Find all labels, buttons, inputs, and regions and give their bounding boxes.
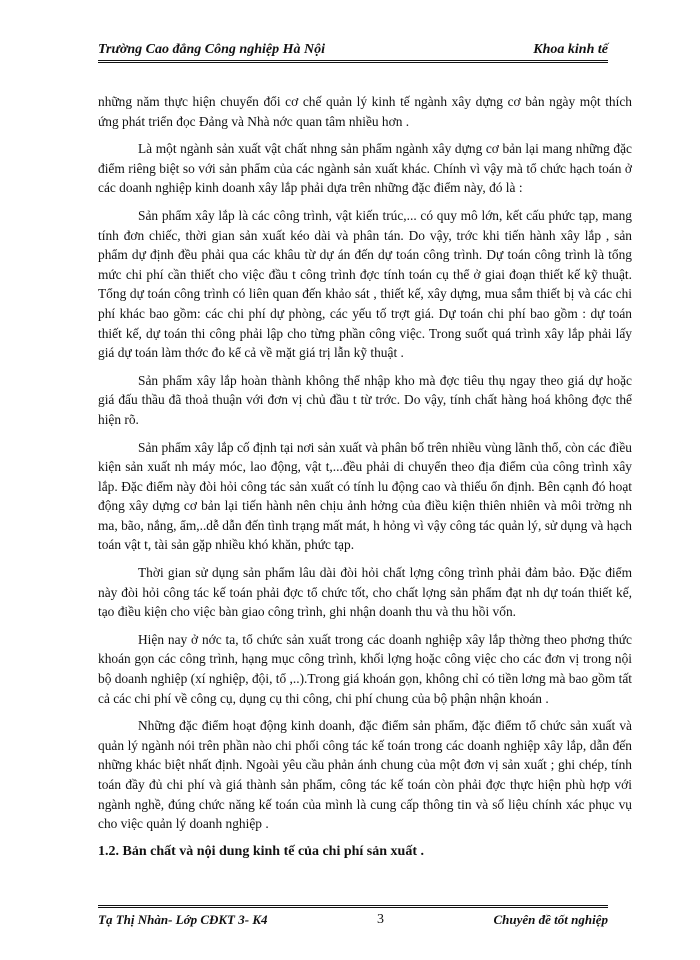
paragraph-1: những năm thực hiện chuyển đổi cơ chế quản lý kinh tế ngành xây dựng cơ bản ngày một thích ứng phát triển đọc Đảng và Nhà nớc quan tâm nhiều hơn . xyxy=(98,94,632,129)
paragraph-6: Thời gian sử dụng sản phẩm lâu dài đòi hỏi chất lợng công trình phải đảm bảo. Đặc điểm này đòi hỏi công tác kế toán phải đợc tổ chức tốt, cho chất lợng sản phẩm đạt nh dự toán thiết kế, tạo điều kiện cho việc bàn giao công trình, ghi nhận doanh thu và thu hồi vốn. xyxy=(98,565,632,620)
page-footer xyxy=(98,905,608,936)
header-school-name: Trường Cao đẳng Công nghiệp Hà Nội xyxy=(98,42,325,57)
section-heading: 1.2. Bản chất và nội dung kinh tế của chi phí sản xuất . xyxy=(98,843,424,859)
paragraph-7: Hiện nay ở nớc ta, tổ chức sản xuất trong các doanh nghiệp xây lắp thờng theo phơng thức khoán gọn các công trình, hạng mục công trình, khối lợng hoặc công việc cho các đơn vị trong nội bộ doanh nghiệp (xí nghiệp, đội, tổ ,..).Trong giá khoán gọn, không chỉ có tiền lơng mà bao gồm tất cả các chi phí về công cụ, dụng cụ thi công, chi phí chung của bộ phận nhận khoán . xyxy=(98,631,632,706)
footer-author: Tạ Thị Nhàn- Lớp CĐKT 3- K4 xyxy=(98,912,268,927)
page-content xyxy=(98,92,632,861)
paragraph-3: Sản phẩm xây lắp là các công trình, vật kiến trúc,... có quy mô lớn, kết cấu phức tạp, mang tính đơn chiếc, thời gian sản xuất kéo dài và phân tán. Do vậy, trớc khi tiến hành xây lắp , sản phẩm dự định đều phải qua các khâu từ dự án đến dự toán công trình. Dự toán công trình là tổng mức chi phí cần thiết cho việc đầu t công trình đợc tính toán cụ thể ở giai đoạn thiết kế kỹ thuật. Tổng dự toán công trình có liên quan đến khảo sát , thiết kế, xây dựng, mua sắm thiết bị và các chi phí khác bao gồm: các chi phí dự phòng, các yếu tố trợt giá. Dự toán chi phí bao gồm : dự toán thiết kế, dự toán thi công phải lập cho từng phần công việc. Trong suốt quá trình xây lắp phải lấy giá dự toán làm thớc đo kể cả về mặt giá trị lẫn kỹ thuật . xyxy=(98,207,632,361)
paragraph-4: Sản phẩm xây lắp hoàn thành không thể nhập kho mà đợc tiêu thụ ngay theo giá dự hoặc giá đấu thầu đã thoả thuận với đơn vị chủ đầu t từ trớc. Do vậy, tính chất hàng hoá không đợc thể hiện rõ. xyxy=(98,372,632,427)
page-header xyxy=(98,36,608,63)
header-faculty-name: Khoa kinh tế xyxy=(533,42,608,57)
paragraph-5: Sản phẩm xây lắp cố định tại nơi sản xuất và phân bố trên nhiều vùng lãnh thổ, còn các điều kiện sản xuất nh máy móc, lao động, vật t,...đều phải di chuyển theo địa điểm của công trình xây lắp. Đặc điểm này đòi hỏi công tác sản xuất có tính lu động cao và thiếu ổn định. Bên cạnh đó hoạt động xây dựng cơ bản lại tiến hành nên chịu ảnh hởng của điều kiện thiên nhiên và môi trờng nh ma, bão, nắng, ẩm,..dễ dẫn đến tình trạng mất mát, h hỏng vì vậy công tác quản lý, sử dụng và hạch toán vật t, tài sản gặp nhiều khó khăn, phức tạp. xyxy=(98,439,632,553)
page-number: 3 xyxy=(377,912,384,927)
paragraph-8: Những đặc điểm hoạt động kinh doanh, đặc điểm sản phẩm, đặc điểm tổ chức sản xuất và quản lý ngành nói trên phần nào chi phối công tác kế toán trong các doanh nghiệp xây lắp, dẫn đến những khác biệt nhất định. Ngoài yêu cầu phản ánh chung của một đơn vị sản xuất ; ghi chép, tính toán đầy đủ chi phí và giá thành sản phẩm, công tác kế toán còn phải đợc thực hiện phù hợp với ngành nghề, đúng chức năng kế toán của mình là cung cấp thông tin và số liệu chính xác phục vụ cho việc quản lý doanh nghiệp . xyxy=(98,718,632,832)
footer-report-type: Chuyên đề tốt nghiệp xyxy=(493,912,608,927)
paragraph-2: Là một ngành sản xuất vật chất nhng sản phẩm ngành xây dựng cơ bản lại mang những đặc điểm riêng biệt so với sản phẩm của các ngành sản xuất khác. Chính vì vậy mà tổ chức hạch toán ở các doanh nghiệp kinh doanh xây lắp phải dựa trên những đặc điểm này, đó là : xyxy=(98,141,632,196)
